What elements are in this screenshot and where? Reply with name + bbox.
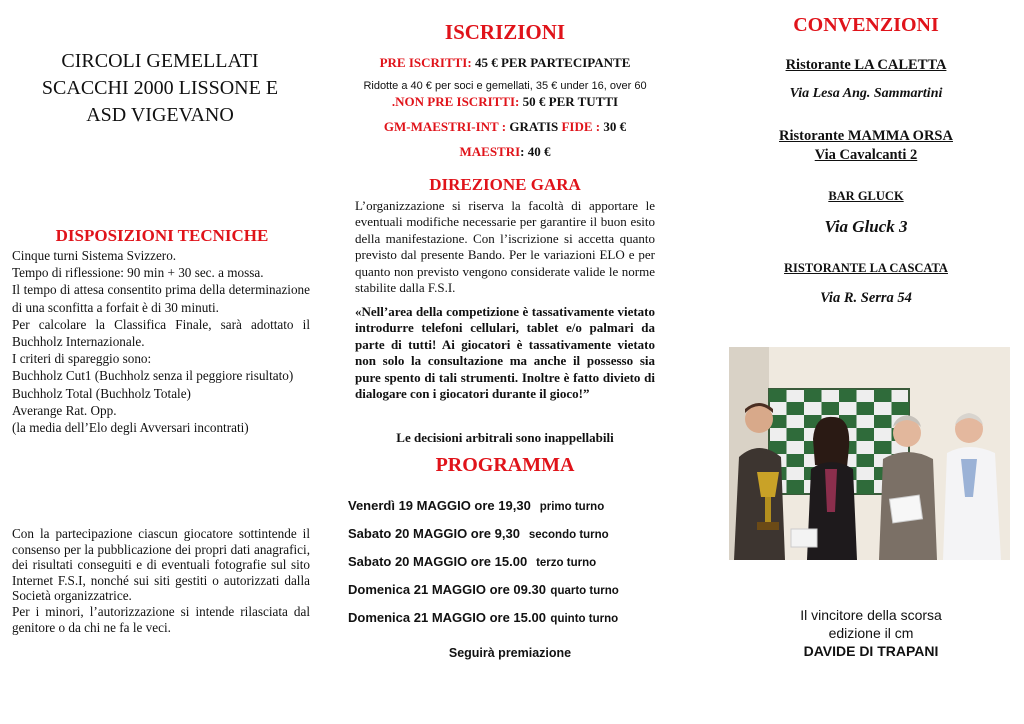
round-label: terzo turno: [536, 557, 597, 569]
round-date: Sabato 20 MAGGIO ore 15.00: [348, 554, 528, 569]
winner-name: DAVIDE DI TRAPANI: [803, 643, 939, 659]
winner-line-2: edizione il cm: [828, 625, 914, 641]
award-ceremony: Seguirà premiazione: [448, 646, 572, 660]
non-registered-prefix: .: [391, 94, 396, 109]
winner-line-1: Il vincitore della scorsa: [800, 607, 942, 623]
agreements-heading: CONVENZIONI: [793, 14, 939, 36]
program-row: [348, 525, 668, 542]
round-label: secondo turno: [528, 529, 609, 541]
winners-photo: [729, 347, 1010, 560]
tech-line: Il tempo di attesa consentito prima della determinazione di una sconfitta a forfait è di 30 minuti.: [12, 282, 310, 315]
gm-value: GRATIS: [509, 119, 559, 134]
round-date: Venerdì 19 MAGGIO ore 19,30: [348, 498, 531, 513]
maestri-fee: [340, 143, 670, 160]
bar-address: Via Gluck 3: [824, 217, 908, 236]
gm-label: GM-MAESTRI-INT :: [383, 119, 507, 134]
tech-line: I criteri di spareggio sono:: [12, 351, 152, 367]
maestri-label: MAESTRI: [459, 144, 521, 159]
registration-fees: [340, 52, 670, 160]
bar-name: BAR GLUCK: [828, 189, 904, 203]
left-title: [20, 48, 300, 129]
pre-registered-fee: [340, 54, 670, 71]
program-row: [348, 553, 668, 570]
restaurant-1-address: Via Lesa Ang. Sammartini: [789, 86, 943, 101]
technical-heading: DISPOSIZIONI TECNICHE: [55, 226, 269, 245]
non-registered-label: NON PRE ISCRITTI:: [395, 94, 520, 109]
device-rules: «Nell’area della competizione è tassativamente vietato introdurre telefoni cellulari, tablet e/o palmari da parte di tutti! Ai giocatori è tassativamente vietato non solo la consultazione ma anche il possesso sia pure spento di tali strumenti. Inoltre è fatto divieto di dialogare con i giocatori durante il gioco!”: [355, 304, 655, 402]
round-label: quarto turno: [550, 585, 619, 597]
program-heading: PROGRAMMA: [435, 454, 575, 476]
direction-text: [355, 198, 655, 296]
registration-heading: ISCRIZIONI: [444, 20, 566, 44]
arbiter-decisions: Le decisioni arbitrali sono inappellabili: [396, 430, 614, 445]
program-row: [348, 581, 668, 598]
round-label: quinto turno: [550, 613, 619, 625]
left-title-line-1: CIRCOLI GEMELLATI: [61, 50, 259, 72]
round-label: primo turno: [539, 501, 605, 513]
tech-line: Tempo di riflessione: 90 min + 30 sec. a mossa.: [12, 265, 264, 281]
tech-line: (la media dell’Elo degli Avversari incontrati): [12, 420, 249, 436]
left-title-line-3: ASD VIGEVANO: [86, 104, 234, 126]
consent-notice: [12, 526, 310, 635]
round-date: Domenica 21 MAGGIO ore 15.00: [348, 610, 546, 625]
left-title-line-2: SCACCHI 2000 LISSONE E: [41, 77, 279, 99]
restaurant-4-address: Via R. Serra 54: [820, 290, 912, 306]
tech-line: Cinque turni Sistema Svizzero.: [12, 248, 177, 263]
tech-line: Averange Rat. Opp.: [12, 402, 117, 418]
program-row: [348, 609, 668, 626]
restaurant-1-name: Ristorante LA CALETTA: [785, 57, 947, 73]
restaurant-2: [730, 127, 1002, 165]
restaurant-4-name: RISTORANTE LA CASCATA: [784, 261, 948, 275]
restaurant-2-name: Ristorante MAMMA ORSA: [779, 128, 953, 144]
previous-winner: [735, 606, 1007, 660]
program-row: [348, 497, 668, 514]
fide-label: FIDE :: [561, 119, 601, 134]
maestri-value: : 40 €: [520, 144, 551, 159]
restaurant-2-address: Via Cavalcanti 2: [814, 147, 918, 163]
fide-value: 30 €: [603, 119, 627, 134]
direction-heading: DIREZIONE GARA: [429, 175, 581, 194]
pre-registered-label: PRE ISCRITTI:: [379, 55, 472, 70]
direction-paragraph: L’organizzazione si riserva la facoltà di apportare le eventuali modifiche necessarie per garantire il buon esito della manifestazione. Con l’iscrizione si accetta quanto previsto dal presente Bando. Per le variazioni ELO e per quanto non previsto vengono considerate valide le norme stabilite dalla F.S.I.: [355, 198, 655, 296]
gm-fide-fee: [340, 118, 670, 135]
technical-provisions: [12, 247, 310, 436]
minors-paragraph: Per i minori, l’autorizzazione si intende rilasciata dal genitore o da chi ne fa le veci.: [12, 603, 310, 635]
program-list: [348, 497, 668, 637]
round-date: Domenica 21 MAGGIO ore 09.30: [348, 582, 546, 597]
tech-line: Per calcolare la Classifica Finale, sarà adottato il Buchholz Internazionale.: [12, 316, 310, 350]
pre-registered-value: 45 € PER PARTECIPANTE: [474, 55, 631, 70]
round-date: Sabato 20 MAGGIO ore 9,30: [348, 526, 520, 541]
non-registered-value: 50 € PER TUTTI: [522, 94, 619, 109]
consent-paragraph: Con la partecipazione ciascun giocatore sottintende il consenso per la pubblicazione dei propri dati anagrafici, dei risultati conseguiti e di eventuali fotografie sul sito Internet F.S.I, nonché sui siti gestiti o autorizzati dalla Società organizzatrice.: [12, 526, 310, 604]
non-registered-fee: [340, 93, 670, 110]
tech-line: Buchholz Total (Buchholz Totale): [12, 385, 191, 401]
reduced-fees: Ridotte a 40 € per soci e gemellati, 35 € under 16, over 60: [363, 80, 647, 92]
tech-line: Buchholz Cut1 (Buchholz senza il peggiore risultato): [12, 368, 294, 384]
